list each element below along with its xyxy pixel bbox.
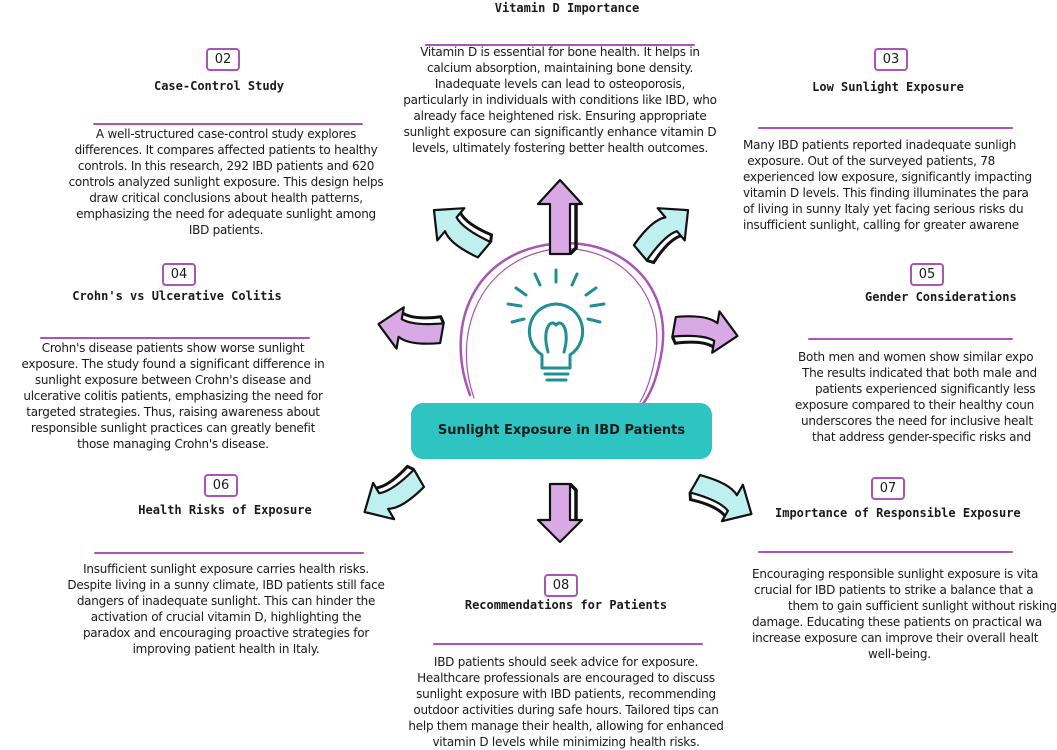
body-line: Vitamin D is essential for bone health. It helps in: [420, 45, 700, 59]
arrow-up-right-icon: [626, 194, 702, 267]
section-body: [13, 340, 333, 452]
body-line: Crohn's disease patients show worse sunlight: [41, 341, 305, 355]
body-line: differences. It compares affected patients to healthy: [74, 143, 378, 157]
body-line: help them manage their health, allowing for enhanced: [408, 719, 724, 733]
arrow-down-icon: [538, 484, 582, 542]
section-body: [66, 561, 386, 657]
body-line: sunlight exposure between Crohn's disease and: [34, 373, 312, 387]
section-divider: [94, 552, 364, 554]
lightbulb-icon: [508, 270, 604, 380]
arrow-left-icon: [375, 303, 445, 355]
section-title: Vitamin D Importance: [494, 1, 640, 15]
section-title: Case-Control Study: [153, 79, 285, 93]
center-title: Sunlight Exposure in IBD Patients: [437, 423, 686, 438]
body-line: patients experienced significantly less: [815, 382, 1036, 396]
body-line: ulcerative colitis patients, emphasizing the need for: [23, 389, 323, 403]
section-number-badge: 03: [874, 48, 908, 71]
body-line: targeted strategies. Thus, raising awareness about: [26, 405, 320, 419]
body-line: controls. In this research, 292 IBD patients and 620: [77, 159, 375, 173]
arrow-down-left-icon: [354, 462, 430, 530]
section-title: Importance of Responsible Exposure: [775, 506, 1021, 520]
body-line: controls analyzed sunlight exposure. This design helps: [68, 175, 384, 189]
section-title: Crohn's vs Ulcerative Colitis: [72, 289, 282, 303]
section-title: Low Sunlight Exposure: [812, 80, 964, 94]
section-title: Gender Considerations: [865, 290, 1017, 304]
body-line: that address gender-specific risks and: [812, 430, 1032, 444]
body-line: levels, ultimately fostering better health outcomes.: [411, 141, 709, 155]
body-line: Many IBD patients reported inadequate sunligh: [743, 138, 1017, 152]
section-body: [783, 349, 1037, 445]
body-line: exposure. The study found a significant difference in: [21, 357, 325, 371]
section-divider: [758, 551, 1013, 553]
body-line: Despite living in a sunny climate, IBD patients still face: [67, 578, 385, 592]
body-line: Inadequate levels can lead to osteoporosis,: [434, 77, 686, 91]
body-line: vitamin D levels while minimizing health risks.: [432, 735, 700, 749]
body-line: vitamin D levels. This finding illuminates the para: [743, 186, 1029, 200]
section-body: [406, 654, 726, 750]
body-line: damage. Educating these patients on practical wa: [752, 615, 1042, 629]
body-line: emphasizing the need for adequate sunlight among: [76, 207, 376, 221]
section-number-badge: 02: [206, 48, 240, 71]
section-divider: [40, 337, 310, 339]
body-line: IBD patients.: [188, 223, 264, 237]
section-body: [66, 126, 386, 238]
body-line: sunlight exposure with IBD patients, recommending: [416, 687, 716, 701]
section-body: [400, 44, 720, 156]
arrow-down-right-icon: [686, 464, 762, 532]
arrow-up-left-icon: [420, 194, 496, 267]
section-divider: [758, 127, 1013, 129]
body-line: responsible sunlight practices can greatly benefit: [30, 421, 316, 435]
body-line: underscores the need for inclusive healt: [801, 414, 1033, 428]
section-divider: [808, 338, 1013, 340]
arrow-up-icon: [538, 180, 582, 254]
body-line: Insufficient sunlight exposure carries health risks.: [83, 562, 369, 576]
body-line: sunlight exposure can significantly enhance vitamin D: [403, 125, 717, 139]
body-line: dangers of inadequate sunlight. This can hinder the: [76, 594, 376, 608]
body-line: crucial for IBD patients to strike a balance that a: [754, 583, 1034, 597]
body-line: A well-structured case-control study explores: [95, 127, 357, 141]
body-line: them to gain sufficient sunlight without risking: [788, 599, 1057, 613]
section-title: Health Risks of Exposure: [138, 503, 312, 517]
body-line: calcium absorption, maintaining bone density.: [426, 61, 694, 75]
body-line: Both men and women show similar expo: [798, 350, 1034, 364]
body-line: insufficient sunlight, calling for greater awarene: [743, 218, 1019, 232]
section-number-badge: 05: [910, 263, 944, 286]
body-line: exposure compared to their healthy coun: [795, 398, 1034, 412]
body-line: improving patient health in Italy.: [132, 642, 320, 656]
section-body: [746, 566, 1057, 662]
section-title: Recommendations for Patients: [464, 598, 668, 612]
body-line: Healthcare professionals are encouraged to discuss: [417, 671, 715, 685]
body-line: well-being.: [868, 647, 931, 661]
body-line: activation of crucial vitamin D, highlighting the: [90, 610, 362, 624]
arrow-right-icon: [671, 304, 741, 356]
body-line: outdoor activities during safe hours. Tailored tips can: [413, 703, 719, 717]
section-body: [743, 137, 1032, 233]
body-line: increase exposure can improve their overall healt: [752, 631, 1039, 645]
body-line: already face heightened risk. Ensuring appropriate: [413, 109, 707, 123]
body-line: The results indicated that both male and: [802, 366, 1037, 380]
section-number-badge: 07: [871, 477, 905, 500]
body-line: IBD patients should seek advice for exposure.: [433, 655, 699, 669]
section-number-badge: 04: [162, 263, 196, 286]
body-line: of living in sunny Italy yet facing serious risks du: [743, 202, 1024, 216]
section-divider: [93, 123, 363, 125]
body-line: draw critical conclusions about health patterns,: [89, 191, 363, 205]
body-line: experienced low exposure, significantly impacting: [743, 170, 1032, 184]
body-line: Encouraging responsible sunlight exposure is vita: [752, 567, 1039, 581]
section-number-badge: 06: [204, 474, 238, 497]
body-line: exposure. Out of the surveyed patients, 78: [747, 154, 995, 168]
section-number-badge: 08: [544, 574, 578, 597]
body-line: paradox and encouraging proactive strategies for: [82, 626, 370, 640]
body-line: those managing Crohn's disease.: [77, 437, 269, 451]
body-line: particularly in individuals with conditions like IBD, who: [403, 93, 717, 107]
section-divider: [433, 643, 703, 645]
